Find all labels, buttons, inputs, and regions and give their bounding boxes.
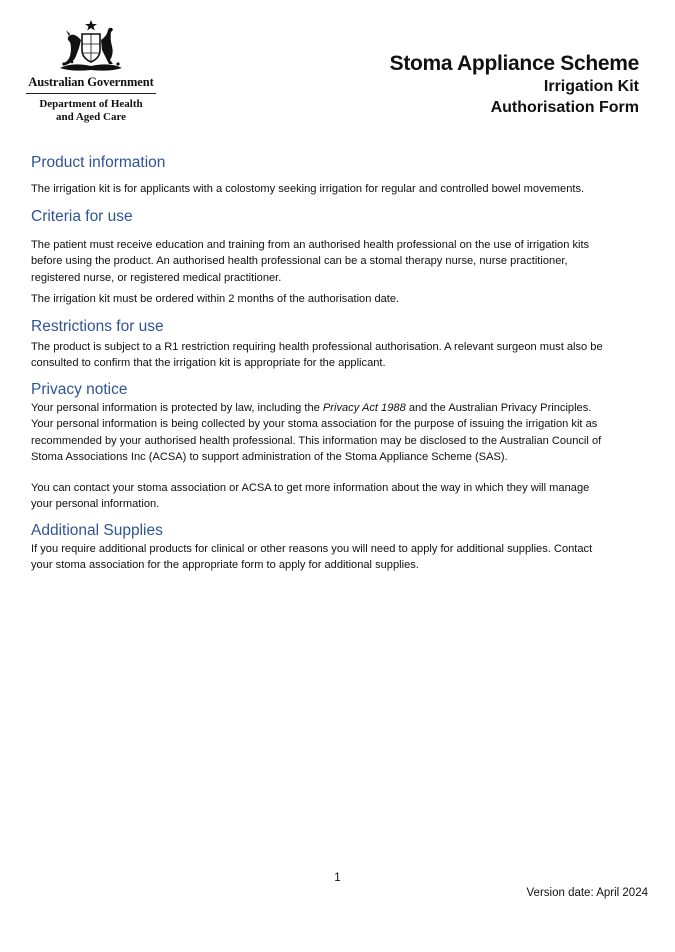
form-subtitle-line-2: Authorisation Form xyxy=(490,99,639,116)
product-information-section xyxy=(31,153,637,198)
section-heading: Additional Supplies xyxy=(31,521,163,539)
form-title-block xyxy=(390,52,639,118)
text-line: consulted to confirm that the irrigation kit is appropriate for the applicant. xyxy=(31,357,386,369)
text-line: The patient must receive education and training from an authorised health professional on the use of irrigation kits xyxy=(31,238,590,251)
text-line: registered nurse, or registered medical practitioner. xyxy=(31,271,282,284)
form-content xyxy=(31,153,637,574)
text-line: recommended by your authorised health professional. This information may be disclosed to the Australian Council of xyxy=(31,434,602,447)
coat-of-arms-icon xyxy=(52,18,130,74)
text-line: Your personal information is being collected by your stoma association for the purpose of issuing the irrigation kit as xyxy=(31,418,598,430)
version-date: Version date: April 2024 xyxy=(526,887,648,899)
criteria-for-use-section xyxy=(31,207,637,308)
government-name: Australian Government xyxy=(28,75,154,89)
section-heading: Criteria for use xyxy=(31,207,133,225)
paragraph xyxy=(31,339,637,372)
privacy-notice-section xyxy=(31,380,637,513)
paragraph: The irrigation kit must be ordered within 2 months of the authorisation date. xyxy=(31,293,400,305)
logo-divider xyxy=(26,93,156,94)
text-line: The product is subject to a R1 restriction requiring health professional authorisation. A relevant surgeon must also be xyxy=(31,340,603,353)
paragraph xyxy=(31,541,637,574)
text-line: If you require additional products for clinical or other reasons you will need to apply for additional supplies. Contact xyxy=(31,542,593,555)
text-line: before using the product. An authorised health professional can be a stomal therapy nurse, nurse practitioner, xyxy=(31,255,568,267)
text-line: your personal information. xyxy=(31,498,160,510)
section-heading: Product information xyxy=(31,154,166,171)
text-line: and the Australian Privacy Principles. xyxy=(405,401,592,414)
text-line: Your personal information is protected by law, including the xyxy=(31,401,323,414)
paragraph xyxy=(31,237,637,287)
additional-supplies-section xyxy=(31,521,637,574)
department-name xyxy=(22,98,160,124)
page-number: 1 xyxy=(334,872,341,884)
restrictions-for-use-section xyxy=(31,317,637,372)
paragraph xyxy=(31,480,637,513)
department-line-2: and Aged Care xyxy=(55,111,127,123)
form-subtitle-line-1: Irrigation Kit xyxy=(543,78,639,95)
paragraph: The irrigation kit is for applicants with a colostomy seeking irrigation for regular and controlled bowel movements. xyxy=(31,183,585,195)
department-line-1: Department of Health xyxy=(39,98,143,110)
section-heading: Privacy notice xyxy=(31,380,128,398)
form-title: Stoma Appliance Scheme xyxy=(389,52,639,75)
privacy-act-title: Privacy Act 1988 xyxy=(322,401,406,414)
section-heading: Restrictions for use xyxy=(31,317,164,335)
text-line: Stoma Associations Inc (ACSA) to support administration of the Stoma Appliance Scheme (SAS). xyxy=(31,451,508,463)
paragraph xyxy=(31,400,637,466)
text-line: You can contact your stoma association or ACSA to get more information about the way in which they will manage xyxy=(31,481,590,494)
government-logo xyxy=(22,18,160,124)
text-line: your stoma association for the appropriate form to apply for additional supplies. xyxy=(31,559,419,571)
